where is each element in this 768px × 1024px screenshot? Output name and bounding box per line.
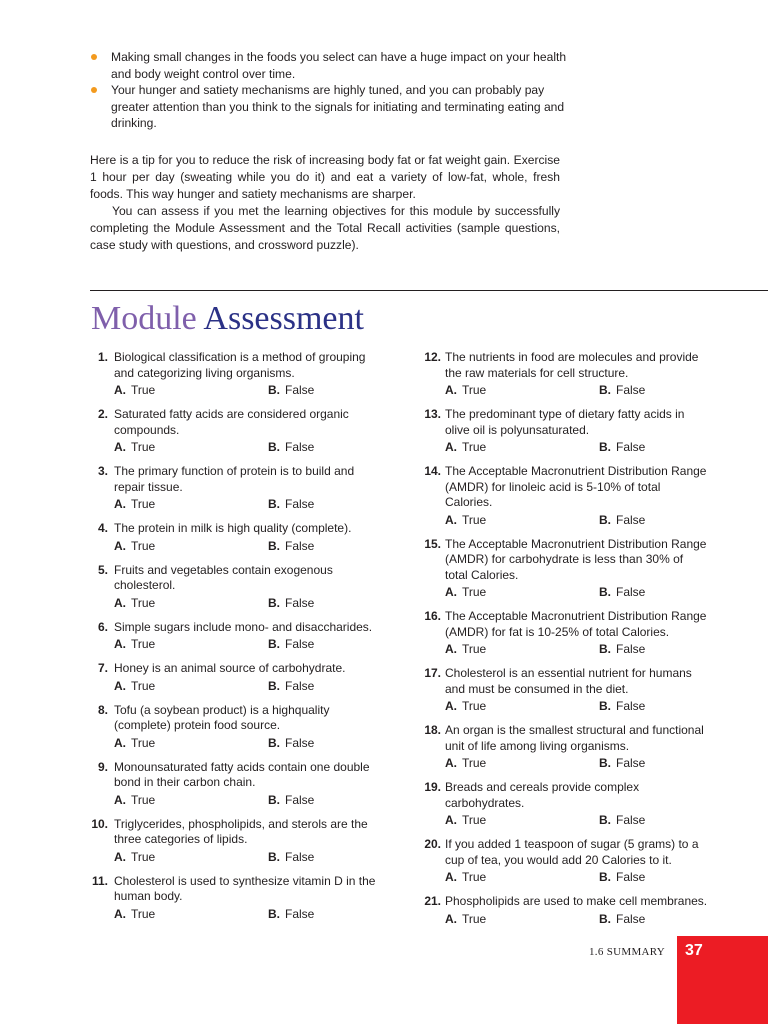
answer-letter: A.	[114, 637, 126, 651]
answer-letter: B.	[268, 735, 280, 750]
answer-text: True	[462, 642, 487, 656]
answer-text: True	[131, 792, 156, 807]
answer-letter: B.	[599, 699, 611, 713]
answer-options	[114, 381, 410, 399]
question-text: Cholesterol is used to synthesize vitamin D in the human body.	[114, 873, 376, 903]
question-number: 6.	[97, 619, 108, 634]
answer-letter: A.	[114, 792, 126, 807]
question-number: 14.	[424, 464, 441, 478]
intro-bullet-list	[90, 49, 570, 132]
answer-letter: B.	[599, 642, 611, 656]
answer-options	[114, 848, 410, 866]
question-number: 1.	[97, 350, 108, 364]
answer-option-true[interactable]	[445, 868, 486, 886]
answer-text: True	[462, 911, 487, 926]
answer-letter: A.	[114, 383, 126, 397]
answer-letter: B.	[268, 906, 280, 921]
answer-letter: B.	[268, 792, 280, 807]
answer-options	[114, 537, 410, 555]
answer-letter: A.	[114, 538, 126, 553]
question-number: 21.	[424, 894, 441, 908]
question-text: The nutrients in food are molecules and provide the raw materials for cell structure.	[445, 350, 699, 380]
question-text: Saturated fatty acids are considered organic compounds.	[114, 407, 349, 437]
answer-option-false[interactable]	[268, 495, 314, 513]
question-item	[416, 609, 736, 658]
answer-letter: A.	[445, 699, 457, 713]
answer-letter: A.	[445, 585, 457, 599]
question-text: Simple sugars include mono- and disaccharides.	[114, 619, 373, 634]
question-item	[416, 407, 736, 456]
heading-word-module: Module	[91, 300, 197, 337]
answer-text: True	[131, 497, 156, 511]
question-item	[416, 723, 736, 772]
answer-text: True	[131, 595, 156, 610]
answer-option-true[interactable]	[445, 811, 486, 829]
answer-options	[114, 594, 410, 612]
answer-letter: A.	[445, 512, 457, 527]
answer-text: True	[462, 440, 487, 454]
assessment-paragraph: You can assess if you met the learning objectives for this module by successfully completing the Module Assessment and the Total Recall activities (sample questions, case study with questions, and crossword puzzle).	[90, 203, 560, 252]
question-number: 17.	[424, 666, 441, 680]
question-text: Fruits and vegetables contain exogenous cholesterol.	[114, 562, 333, 592]
answer-option-true[interactable]	[114, 635, 155, 653]
answer-letter: A.	[445, 756, 457, 770]
question-item	[90, 521, 410, 555]
answer-text: True	[131, 383, 156, 397]
answer-text: True	[462, 699, 487, 713]
section-heading	[91, 298, 364, 340]
answer-text: False	[285, 792, 315, 807]
answer-letter: B.	[599, 911, 611, 926]
answer-text: False	[285, 538, 315, 553]
answer-text: True	[131, 678, 156, 693]
answer-options	[445, 583, 736, 601]
answer-option-true[interactable]	[114, 381, 155, 399]
answer-letter: B.	[599, 440, 611, 454]
answer-options	[114, 438, 410, 456]
answer-text: True	[462, 813, 487, 827]
answer-text: True	[462, 870, 487, 884]
answer-options	[114, 734, 410, 752]
answer-letter: A.	[114, 678, 126, 693]
answer-option-true[interactable]	[114, 677, 155, 695]
answer-letter: B.	[268, 538, 280, 553]
answer-option-true[interactable]	[114, 438, 155, 456]
answer-option-false[interactable]	[599, 640, 645, 658]
answer-text: False	[616, 383, 646, 397]
answer-letter: A.	[445, 911, 457, 926]
bullet-item	[90, 82, 570, 132]
answer-option-false[interactable]	[599, 438, 645, 456]
answer-letter: B.	[268, 440, 280, 454]
bullet-dot-icon	[91, 87, 97, 93]
answer-text: False	[616, 585, 646, 599]
answer-option-true[interactable]	[445, 583, 486, 601]
question-number: 20.	[424, 837, 441, 851]
answer-option-true[interactable]	[445, 438, 486, 456]
question-item	[416, 894, 736, 928]
answer-text: False	[285, 735, 315, 750]
answer-option-false[interactable]	[599, 868, 645, 886]
answer-letter: B.	[599, 756, 611, 770]
question-text: If you added 1 teaspoon of sugar (5 grams) to a cup of tea, you would add 20 Calories to it.	[445, 837, 699, 867]
answer-letter: A.	[445, 383, 457, 397]
answer-letter: A.	[114, 440, 126, 454]
question-item	[90, 350, 410, 399]
answer-text: True	[131, 440, 156, 454]
answer-option-false[interactable]	[599, 583, 645, 601]
question-text: The predominant type of dietary fatty acids in olive oil is polyunsaturated.	[445, 407, 685, 437]
question-number: 11.	[91, 873, 108, 888]
answer-letter: B.	[268, 678, 280, 693]
answer-option-false[interactable]	[268, 848, 314, 866]
question-number: 3.	[97, 464, 108, 478]
question-number: 4.	[97, 521, 108, 535]
question-number: 10.	[91, 816, 108, 831]
answer-option-false[interactable]	[268, 791, 314, 809]
answer-letter: A.	[445, 813, 457, 827]
tip-paragraph: Here is a tip for you to reduce the risk of increasing body fat or fat weight gain. Exercise 1 hour per day (sweating while you do it) and eat a variety of low-fat, whole, fresh foods. This way hunger and satiety mechanisms are sharper.	[90, 153, 560, 201]
question-text: The Acceptable Macronutrient Distribution Range (AMDR) for linoleic acid is 5-10% of total Calories.	[445, 464, 707, 509]
answer-text: False	[616, 699, 646, 713]
answer-text: False	[616, 870, 646, 884]
question-text: Breads and cereals provide complex carbohydrates.	[445, 780, 640, 810]
page-number: 37	[685, 942, 703, 959]
answer-option-false[interactable]	[268, 381, 314, 399]
question-item	[416, 537, 736, 602]
answer-options	[445, 868, 736, 886]
answer-option-false[interactable]	[268, 438, 314, 456]
answer-letter: B.	[599, 512, 611, 527]
answer-option-false[interactable]	[268, 537, 314, 555]
question-text: The protein in milk is high quality (complete).	[114, 521, 352, 535]
bullet-text: Making small changes in the foods you select can have a huge impact on your health and body weight control over time.	[111, 50, 567, 81]
answer-options	[114, 635, 410, 653]
question-item	[90, 620, 410, 654]
answer-option-true[interactable]	[445, 754, 486, 772]
question-item	[90, 407, 410, 456]
answer-text: True	[462, 383, 487, 397]
answer-letter: B.	[599, 813, 611, 827]
question-number: 7.	[97, 661, 108, 675]
answer-option-true[interactable]	[445, 697, 486, 715]
answer-letter: A.	[445, 440, 457, 454]
section-divider	[90, 290, 768, 291]
answer-letter: A.	[114, 906, 126, 921]
answer-letter: B.	[599, 870, 611, 884]
footer-section-label: 1.6 SUMMARY	[589, 946, 666, 958]
question-number: 5.	[97, 562, 108, 577]
answer-text: True	[462, 756, 487, 770]
question-item	[90, 464, 410, 513]
question-text: An organ is the smallest structural and functional unit of life among living organisms.	[445, 723, 704, 753]
answer-text: True	[131, 849, 156, 864]
answer-letter: A.	[114, 497, 126, 511]
answer-letter: A.	[114, 595, 126, 610]
question-item	[416, 350, 736, 399]
answer-option-true[interactable]	[114, 537, 155, 555]
answer-letter: B.	[268, 497, 280, 511]
question-column-right	[416, 350, 736, 936]
answer-options	[445, 697, 736, 715]
answer-option-true[interactable]	[114, 905, 155, 923]
answer-option-true[interactable]	[445, 381, 486, 399]
answer-letter: B.	[268, 849, 280, 864]
question-text: The Acceptable Macronutrient Distribution Range (AMDR) for carbohydrate is less than 30% of total Calories.	[445, 536, 707, 582]
answer-option-false[interactable]	[268, 905, 314, 923]
question-text: Tofu (a soybean product) is a highquality (complete) protein food source.	[114, 702, 330, 732]
answer-text: True	[131, 735, 156, 750]
question-number: 9.	[97, 759, 108, 774]
answer-letter: A.	[445, 870, 457, 884]
question-number: 15.	[424, 536, 441, 551]
answer-options	[445, 438, 736, 456]
answer-option-false[interactable]	[599, 511, 645, 529]
answer-letter: A.	[445, 642, 457, 656]
answer-text: False	[285, 595, 315, 610]
question-item	[90, 661, 410, 695]
heading-word-assessment: Assessment	[203, 300, 364, 337]
answer-options	[114, 905, 410, 923]
answer-text: False	[285, 637, 315, 651]
answer-letter: B.	[268, 595, 280, 610]
answer-text: True	[131, 538, 156, 553]
bullet-item	[90, 49, 570, 82]
answer-text: False	[285, 497, 315, 511]
question-item	[90, 817, 410, 866]
answer-option-true[interactable]	[114, 495, 155, 513]
answer-text: True	[462, 512, 487, 527]
answer-option-true[interactable]	[114, 848, 155, 866]
question-number: 2.	[97, 407, 108, 421]
answer-text: False	[616, 642, 646, 656]
question-number: 12.	[424, 350, 441, 364]
intro-paragraphs	[90, 152, 560, 253]
answer-option-false[interactable]	[268, 677, 314, 695]
answer-option-false[interactable]	[599, 811, 645, 829]
answer-option-true[interactable]	[114, 791, 155, 809]
answer-letter: A.	[114, 735, 126, 750]
answer-option-false[interactable]	[268, 594, 314, 612]
answer-options	[445, 811, 736, 829]
answer-option-false[interactable]	[268, 635, 314, 653]
answer-text: False	[285, 678, 315, 693]
answer-options	[445, 754, 736, 772]
answer-letter: B.	[268, 383, 280, 397]
answer-text: True	[462, 585, 487, 599]
question-item	[90, 760, 410, 809]
question-text: The primary function of protein is to build and repair tissue.	[114, 464, 355, 494]
bullet-text: Your hunger and satiety mechanisms are highly tuned, and you can probably pay greater attention than you think to the signals for initiating and terminating eating and drinking.	[111, 83, 565, 131]
answer-letter: B.	[599, 383, 611, 397]
question-item	[416, 780, 736, 829]
answer-options	[114, 677, 410, 695]
answer-option-true[interactable]	[445, 640, 486, 658]
answer-text: True	[131, 906, 156, 921]
answer-option-false[interactable]	[599, 697, 645, 715]
answer-option-false[interactable]	[599, 381, 645, 399]
question-number: 13.	[424, 407, 441, 421]
bullet-dot-icon	[91, 54, 97, 60]
answer-text: False	[616, 440, 646, 454]
question-text: Phospholipids are used to make cell membranes.	[445, 894, 708, 908]
answer-option-true[interactable]	[445, 511, 486, 529]
answer-text: False	[616, 911, 646, 926]
question-item	[90, 703, 410, 752]
answer-text: False	[285, 383, 315, 397]
question-item	[90, 874, 410, 923]
answer-text: True	[131, 637, 156, 651]
question-text: Triglycerides, phospholipids, and sterols are the three categories of lipids.	[114, 816, 368, 846]
question-item	[416, 837, 736, 886]
question-text: Honey is an animal source of carbohydrate.	[114, 661, 346, 675]
question-number: 16.	[424, 609, 441, 623]
answer-option-true[interactable]	[114, 734, 155, 752]
answer-text: False	[616, 756, 646, 770]
question-item	[90, 563, 410, 612]
question-number: 19.	[424, 780, 441, 794]
answer-option-false[interactable]	[599, 754, 645, 772]
answer-letter: B.	[599, 585, 611, 599]
answer-text: False	[616, 512, 646, 527]
answer-letter: B.	[268, 637, 280, 651]
question-column-left	[90, 350, 410, 931]
answer-text: False	[285, 440, 315, 454]
answer-text: False	[285, 906, 315, 921]
answer-options	[445, 381, 736, 399]
question-text: Cholesterol is an essential nutrient for humans and must be consumed in the diet.	[445, 666, 692, 696]
question-text: The Acceptable Macronutrient Distribution Range (AMDR) for fat is 10-25% of total Calories.	[445, 609, 707, 639]
answer-option-true[interactable]	[114, 594, 155, 612]
answer-options	[114, 495, 410, 513]
answer-options	[114, 791, 410, 809]
question-number: 18.	[424, 723, 441, 737]
answer-options	[445, 640, 736, 658]
answer-option-true[interactable]	[445, 910, 486, 928]
answer-option-false[interactable]	[599, 910, 645, 928]
answer-options	[445, 910, 736, 928]
question-text: Biological classification is a method of grouping and categorizing living organisms.	[114, 350, 366, 380]
answer-letter: A.	[114, 849, 126, 864]
answer-option-false[interactable]	[268, 734, 314, 752]
answer-text: False	[616, 813, 646, 827]
answer-text: False	[285, 849, 315, 864]
question-text: Monounsaturated fatty acids contain one double bond in their carbon chain.	[114, 759, 370, 789]
answer-options	[445, 511, 736, 529]
question-number: 8.	[97, 702, 108, 717]
question-item	[416, 666, 736, 715]
question-item	[416, 464, 736, 529]
